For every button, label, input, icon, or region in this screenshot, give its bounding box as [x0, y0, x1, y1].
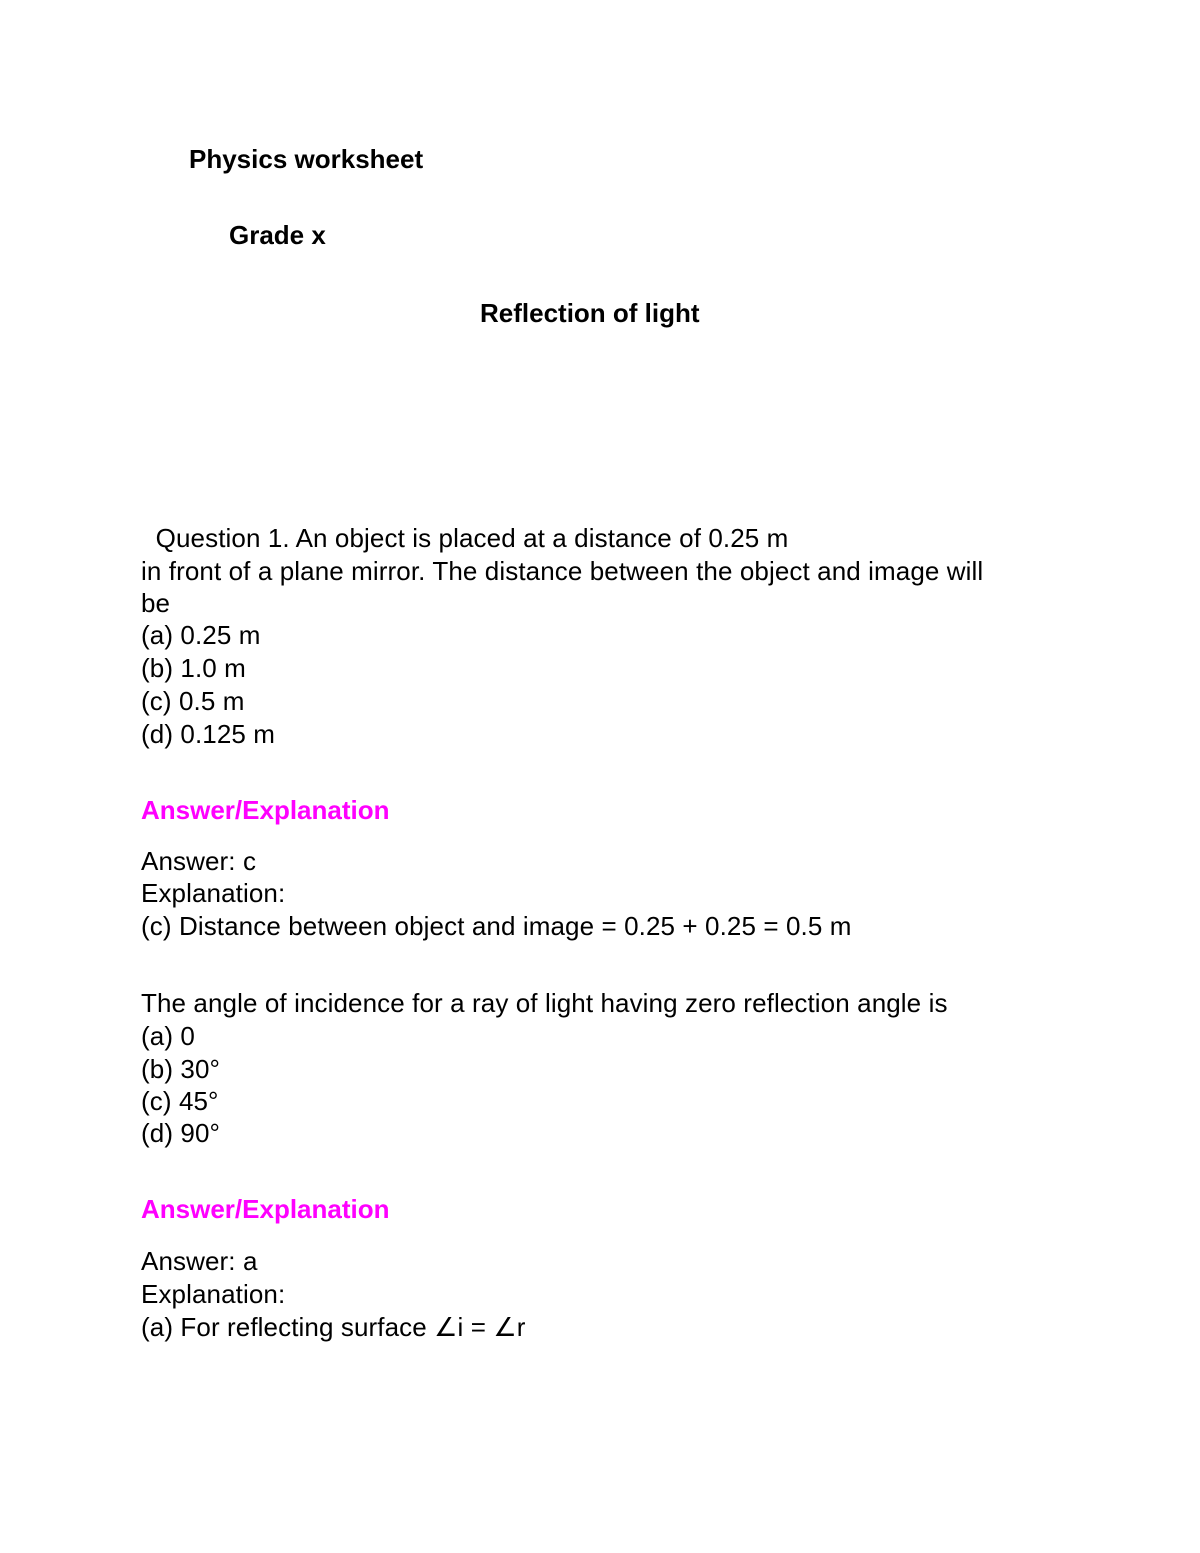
question-2-option-d: (d) 90°: [141, 1118, 221, 1148]
question-1-stem-line-3: be: [141, 588, 171, 618]
question-2-option-a: (a) 0: [141, 1021, 195, 1051]
question-1-explanation-label: Explanation:: [141, 878, 286, 908]
question-2-option-c: (c) 45°: [141, 1086, 219, 1116]
question-1-option-c: (c) 0.5 m: [141, 686, 245, 716]
question-1-explanation: (c) Distance between object and image = 0.25 + 0.25 = 0.5 m: [141, 911, 852, 941]
question-2-answer: Answer: a: [141, 1246, 258, 1276]
topic-title: Reflection of light: [480, 298, 700, 328]
question-1-option-a: (a) 0.25 m: [141, 620, 261, 650]
question-1-stem-line-2: in front of a plane mirror. The distance between the object and image will: [141, 556, 984, 586]
question-1-stem-line-1: Question 1. An object is placed at a distance of 0.25 m: [141, 523, 789, 553]
question-2-option-b: (b) 30°: [141, 1054, 221, 1084]
question-1-option-b: (b) 1.0 m: [141, 653, 246, 683]
question-2-explanation-label: Explanation:: [141, 1279, 286, 1309]
question-2-stem-line-1: The angle of incidence for a ray of light having zero reflection angle is: [141, 988, 948, 1018]
grade-label: Grade x: [229, 220, 326, 250]
question-1-answer: Answer: c: [141, 846, 257, 876]
question-2-explanation: (a) For reflecting surface ∠i = ∠r: [141, 1312, 526, 1342]
question-1-option-d: (d) 0.125 m: [141, 719, 276, 749]
question-2-answer-heading: Answer/Explanation: [141, 1194, 390, 1224]
worksheet-title: Physics worksheet: [189, 144, 424, 174]
question-1-answer-heading: Answer/Explanation: [141, 795, 390, 825]
